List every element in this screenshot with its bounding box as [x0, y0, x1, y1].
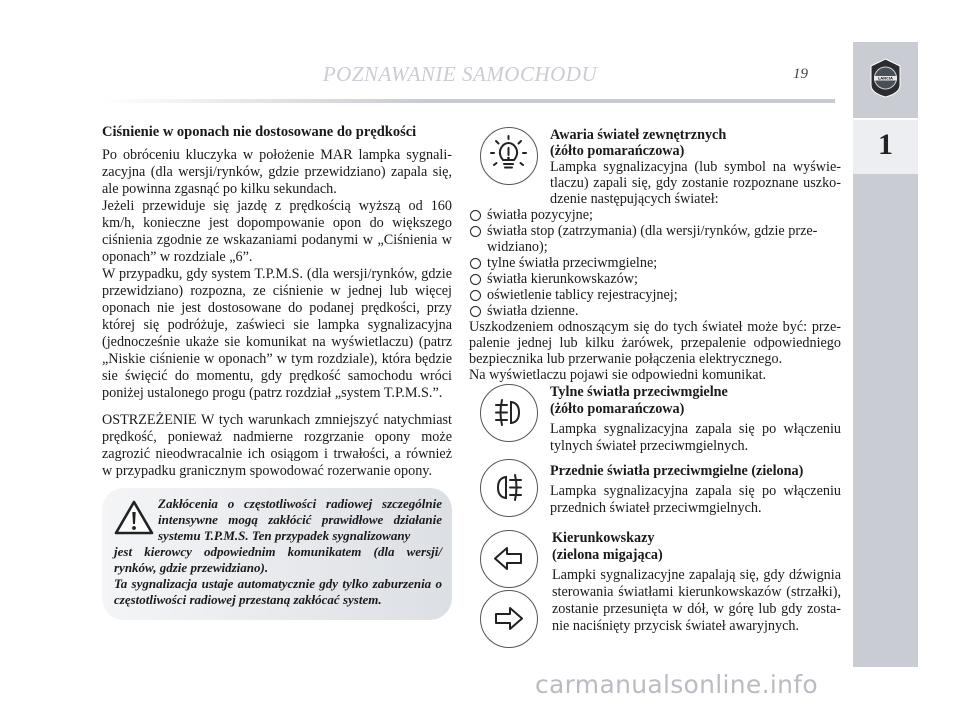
- front-fog-text: Lampka sygnalizacyjna zapala się po włączeniu przednich świateł przeciwmgielnych.: [550, 483, 841, 516]
- list-item: światła dzienne.: [469, 303, 841, 319]
- turn-left-indicator-icon: [480, 530, 538, 588]
- watermark[interactable]: carmanualsonline.info: [535, 670, 818, 699]
- front-fog-light-icon: [480, 459, 538, 517]
- front-fog-title: Przednie światła przeciwmgielne (zielona): [550, 463, 804, 479]
- list-item: światła pozycyjne;: [469, 207, 841, 223]
- tpms-heading: Ciśnienie w oponach nie dostosowane do prędkości: [102, 124, 417, 140]
- exterior-outro-2: Na wyświetlaczu pojawi sie odpowiedni komunikat.: [469, 367, 767, 383]
- warning-line-2: jest kierowcy odpowiednim komunikatem (dla wersji/ rynków, gdzie przewidziano).: [114, 544, 442, 575]
- front-fog-icon: [481, 460, 536, 515]
- warning-box: [102, 488, 452, 620]
- tpms-para-3: W przypadku, gdy system T.P.M.S. (dla wersji/rynków, gdzie przewidziano) rozpozna, ze ciśnienie w jednej lub więcej oponach nie jest dostosowane do podanej prędkości, przy której się podróżuje, zaświeci sie lampka sygnalizacyjna (jednocześnie ukaże sie komunikat na wyświetlaczu) (patrz „Niskie ciśnienie w oponach” w tym rozdziale), która będzie sie święcić do momentu, gdy prędkość samochodu wróci poniżej ustalonego progu (patrz rozdział „system T.P.M.S.”.: [102, 266, 452, 401]
- exterior-title: Awaria świateł zewnętrznych: [550, 127, 727, 143]
- arrow-right-icon: [481, 591, 536, 646]
- rear-fog-icon: [481, 385, 536, 440]
- warning-line-3: Ta sygnalizacja ustaje automatycznie gdy tylko zaburzenia o częstotliwości radiowej przestaną zakłócać system.: [114, 576, 442, 607]
- exterior-outro-1: Uszkodzeniem odnoszącym się do tych świateł może być: przepalenie jednej lub kilku żarówek, przepalenie odpowiedniego bezpiecznika lub przerwanie połączenia elektrycznego.: [469, 319, 841, 367]
- list-item: światła stop (zatrzymania) (dla wersji/rynków, gdzie przewidziano);: [469, 223, 841, 255]
- rear-fog-text: Lampka sygnalizacyjna zapala się po włączeniu tylnych świateł przeciwmgielnych.: [550, 421, 841, 454]
- tpms-para-2: Jeżeli przewiduje się jazdę z prędkością wyższą od 160 km/h, konieczne jest dopompowanie opon do większego ciśnienia zgodnie ze wskazaniami podanymi w „Ciśnienia w oponach” w rozdziale „6”.: [102, 198, 452, 265]
- tpms-para-1: Po obróceniu kluczyka w położenie MAR lampka sygnalizacyjna (dla wersji/rynków, gdzie przewidziano) zapala się, ale powinna zgasnąć po kilku sekundach.: [102, 147, 452, 197]
- chapter-number: 1: [878, 128, 893, 161]
- list-item: światła kierunkowskazów;: [469, 271, 841, 287]
- warning-text: [114, 496, 442, 608]
- chapter-tab[interactable]: [853, 120, 918, 174]
- indicators-title: Kierunkowskazy: [552, 530, 655, 546]
- turn-right-indicator-icon: [480, 590, 538, 648]
- left-column: [102, 124, 452, 480]
- exterior-intro: Lampka sygnalizacyjna (lub symbol na wyświetlaczu) zapali się, gdy zostanie rozpoznane uszkodzenie następujących świateł:: [550, 159, 841, 207]
- list-item: tylne światła przeciwmgielne;: [469, 255, 841, 271]
- indicators-text: Lampki sygnalizacyjne zapalają się, gdy dźwignia sterowania światłami kierunkowskazów (strzałki), zostanie przesunięta w dół, w górę lub gdy zostanie naciśnięty przycisk świateł awaryjnych.: [552, 567, 841, 634]
- section-title: POZNAWANIE SAMOCHODU: [322, 62, 598, 86]
- tpms-warning-para: OSTRZEŻENIE W tych warunkach zmniejszyć natychmiast prędkość, ponieważ nadmierne rozgrzanie opony może zagrozić nieodwracalnie ich osiągom i trwałości, a również w przypadku granicznym spowodować rozerwanie opony.: [102, 412, 452, 479]
- rear-fog-subtitle: (żółto pomarańczowa): [550, 401, 685, 417]
- list-item: oświetlenie tablicy rejestracyjnej;: [469, 287, 841, 303]
- logo-text: LANCIA: [878, 76, 893, 81]
- rear-fog-light-icon: [480, 384, 538, 442]
- front-fog-section: [550, 463, 841, 517]
- lancia-logo: [869, 58, 902, 98]
- rear-fog-title: Tylne światła przeciwmgielne: [550, 384, 728, 400]
- indicators-subtitle: (zielona migająca): [552, 547, 663, 563]
- arrow-left-icon: [481, 531, 536, 586]
- exterior-subtitle: (żółto pomarańczowa): [550, 143, 685, 159]
- warning-line-1: Zakłócenia o częstotliwości radiowej szczególnie intensywne mogą zakłócić prawidłowe działanie systemu T.P.M.S. Ten przypadek sygnalizowany: [158, 496, 442, 543]
- page-number: 19: [793, 66, 808, 82]
- header-rule: [100, 99, 835, 103]
- indicators-section: [552, 530, 841, 635]
- logo-box: [853, 42, 918, 120]
- failure-list: [469, 207, 841, 319]
- exterior-lights-section: [469, 127, 841, 383]
- rear-fog-section: [550, 384, 841, 455]
